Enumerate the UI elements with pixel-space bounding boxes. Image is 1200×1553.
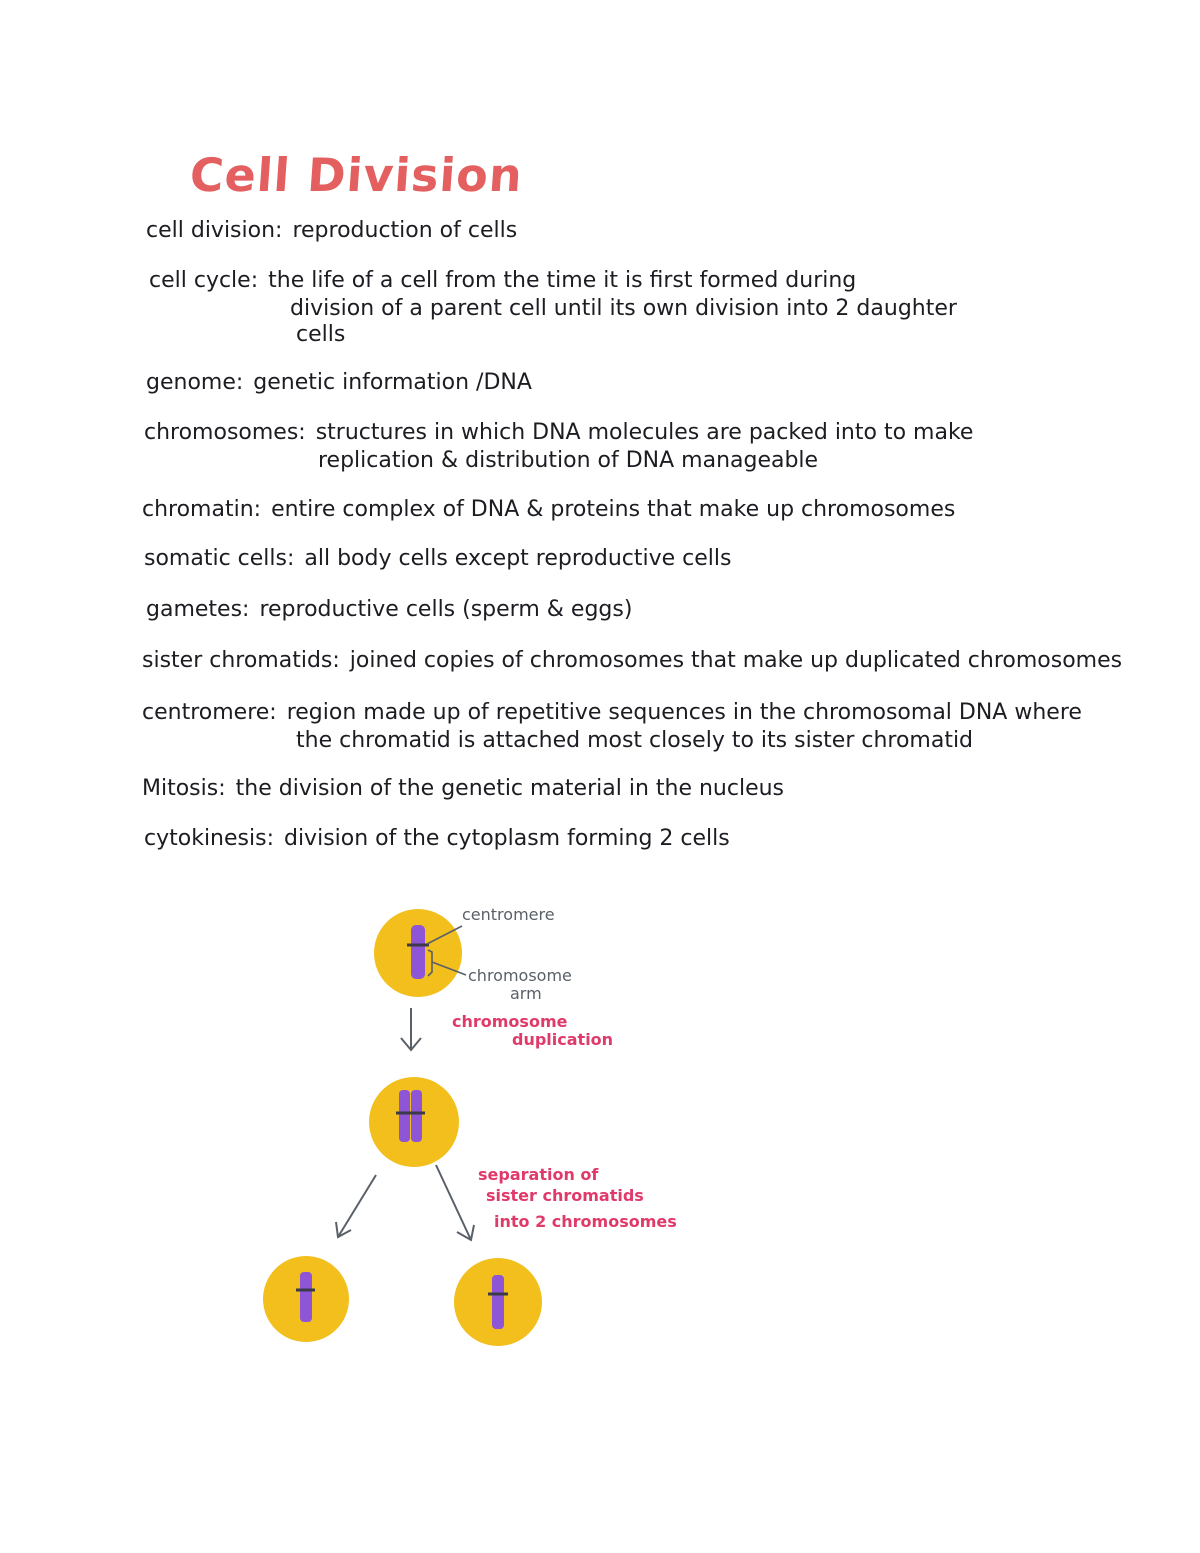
chromosome-right bbox=[492, 1275, 504, 1329]
definition-text: reproductive cells (sperm & eggs) bbox=[259, 597, 633, 622]
term-highlight bbox=[142, 370, 247, 396]
arrow-left bbox=[336, 1175, 376, 1237]
page-title: Cell Division bbox=[188, 148, 525, 202]
chromatid-left bbox=[399, 1090, 410, 1142]
definition-text: reproduction of cells bbox=[292, 218, 518, 243]
chromosome-single bbox=[411, 925, 425, 979]
definition-text: the life of a cell from the time it is first formed during bbox=[268, 268, 857, 293]
label-separation-2: sister chromatids bbox=[486, 1186, 644, 1205]
term-label: chromatin: bbox=[142, 497, 262, 522]
definition-continuation: replication & distribution of DNA manageable bbox=[318, 448, 819, 473]
term-highlight bbox=[138, 497, 265, 523]
term-label: cell cycle: bbox=[149, 268, 259, 293]
definition-text: division of the cytoplasm forming 2 cells bbox=[283, 826, 730, 851]
definition-continuation: division of a parent cell until its own division into 2 daughter bbox=[290, 296, 957, 321]
term-highlight bbox=[142, 597, 253, 623]
term-highlight bbox=[140, 420, 310, 446]
label-separation-1: separation of bbox=[478, 1165, 599, 1184]
term-label: gametes: bbox=[146, 597, 250, 622]
definition-text: genetic information /DNA bbox=[253, 370, 532, 395]
term-label: chromosomes: bbox=[144, 420, 306, 445]
term-label: somatic cells: bbox=[144, 546, 295, 571]
chromosome-left bbox=[300, 1272, 312, 1322]
definition-text: the division of the genetic material in the nucleus bbox=[235, 776, 785, 801]
term-highlight bbox=[140, 826, 278, 852]
label-arm-2: arm bbox=[510, 984, 542, 1003]
arrow-down bbox=[401, 1008, 421, 1050]
label-separation-3: into 2 chromosomes bbox=[494, 1212, 677, 1231]
term-highlight bbox=[138, 648, 344, 674]
label-duplication-2: duplication bbox=[512, 1030, 614, 1049]
definition-text: region made up of repetitive sequences in the chromosomal DNA where bbox=[286, 700, 1082, 725]
term-highlight bbox=[145, 268, 262, 294]
definition-continuation: the chromatid is attached most closely to its sister chromatid bbox=[296, 728, 974, 753]
term-label: Mitosis: bbox=[142, 776, 226, 801]
definition-text: structures in which DNA molecules are packed into to make bbox=[315, 420, 974, 445]
arrow-right bbox=[436, 1165, 474, 1240]
label-arm-1: chromosome bbox=[468, 966, 572, 985]
definition-text: all body cells except reproductive cells bbox=[304, 546, 732, 571]
label-centromere: centromere bbox=[462, 905, 555, 924]
term-highlight bbox=[140, 546, 298, 572]
term-label: sister chromatids: bbox=[142, 648, 340, 673]
term-highlight bbox=[138, 776, 230, 802]
term-label: cell division: bbox=[146, 218, 283, 243]
term-label: centromere: bbox=[142, 700, 277, 725]
term-highlight bbox=[138, 700, 281, 726]
term-label: cytokinesis: bbox=[144, 826, 274, 851]
definition-text: joined copies of chromosomes that make up duplicated chromosomes bbox=[349, 648, 1123, 673]
term-label: genome: bbox=[146, 370, 244, 395]
label-duplication-1: chromosome bbox=[452, 1012, 568, 1031]
definition-text: entire complex of DNA & proteins that make up chromosomes bbox=[271, 497, 956, 522]
chromatid-right bbox=[411, 1090, 422, 1142]
term-highlight bbox=[142, 218, 286, 244]
definition-continuation: cells bbox=[296, 322, 346, 347]
